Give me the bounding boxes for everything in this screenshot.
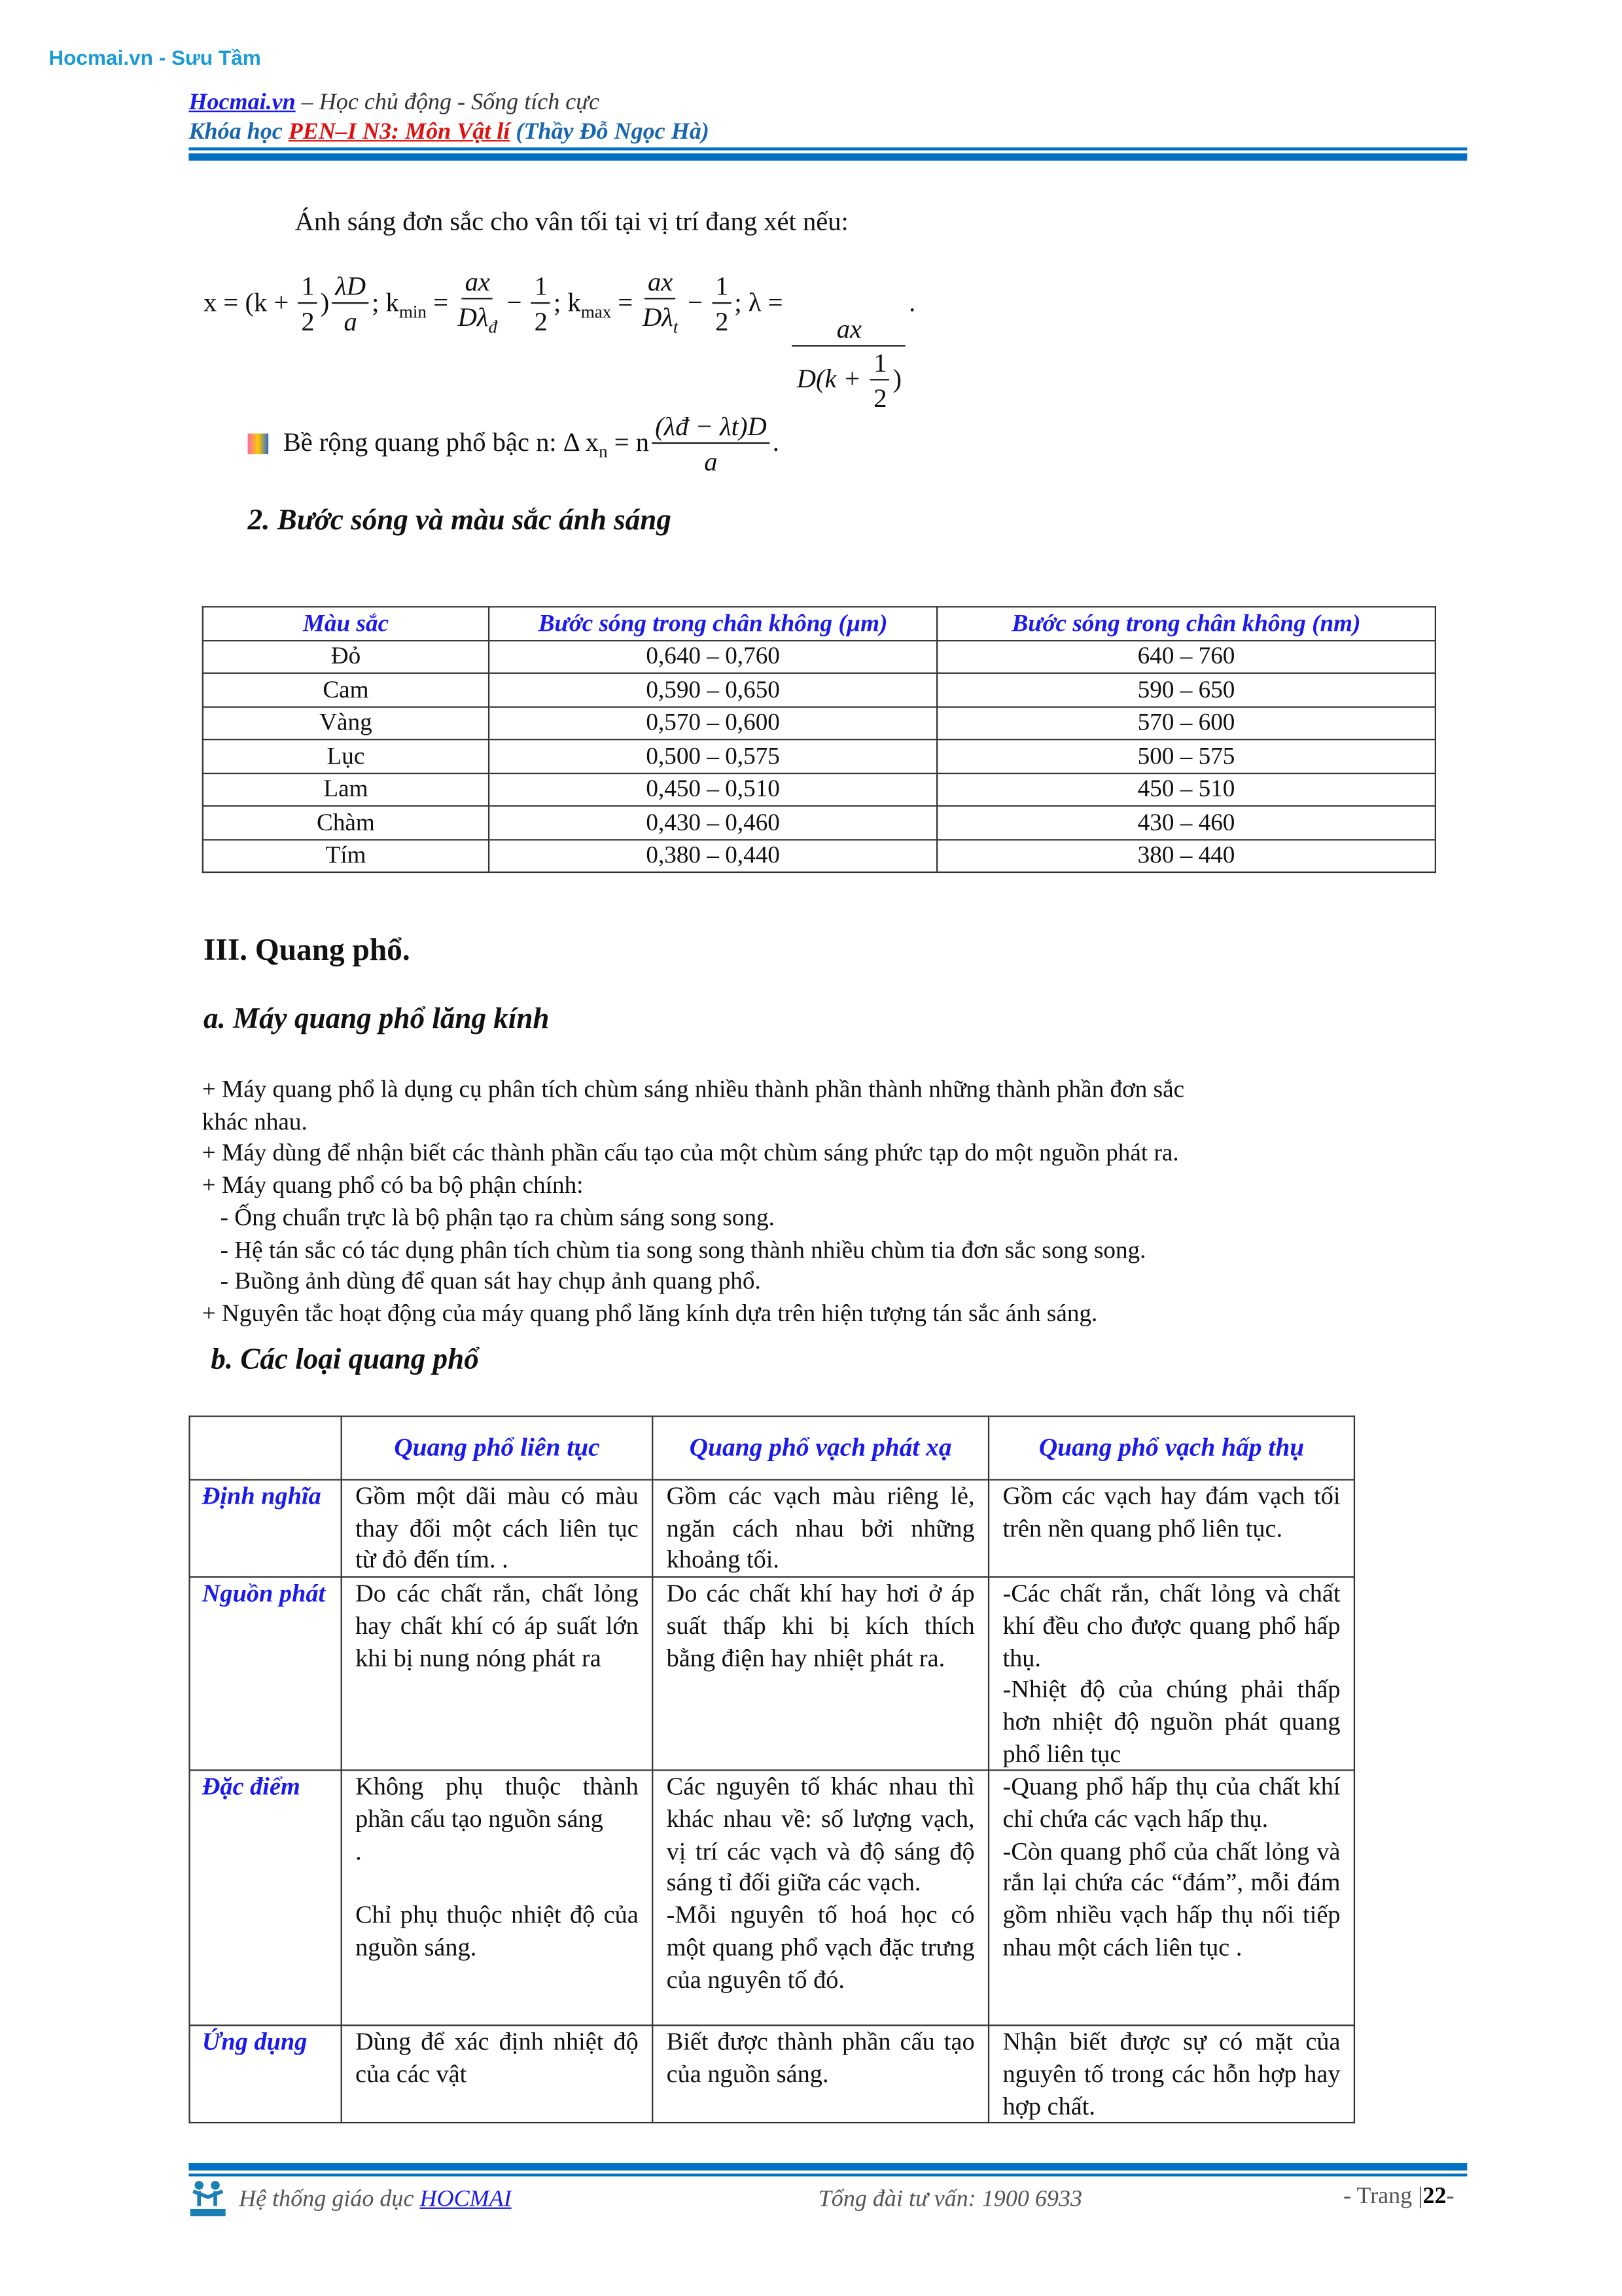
f-part: Dλ xyxy=(642,302,673,332)
f-part: . xyxy=(909,287,916,317)
table-cell: Đỏ xyxy=(203,640,489,673)
section-3-heading: III. Quang phổ. xyxy=(203,932,410,968)
f-part: t xyxy=(673,316,679,338)
fraction xyxy=(643,266,678,345)
f-part: 1 xyxy=(298,270,317,304)
f-part: a xyxy=(344,307,357,337)
section-2-heading: 2. Bước sóng và màu sắc ánh sáng xyxy=(247,504,671,537)
source-watermark: Hocmai.vn - Sưu Tầm xyxy=(48,45,261,69)
table-header-row xyxy=(203,607,1436,640)
table-cell: -Các chất rắn, chất lỏng và chất khí đều cho được quang phổ hấp thụ. -Nhiệt độ của chúng phải thấp hơn nhiệt độ nguồn phát quang phổ liên tục xyxy=(989,1577,1354,1771)
dark-fringe-formula: x = (k + $\frac{1}{2}$ ) $\frac{\lambda D}{a}$ ; $k_{min}$ = $\frac{ax}{D\lambda_đ}$ − $\frac{1}{2}$ ; $k_{max}$ = $\frac{ax}{D\lambda_t}$ − $\frac{1}{2}$ ; λ = ax D(k + $\frac{1}{2}$ ) . xyxy=(203,266,915,416)
column-header: Quang phổ liên tục xyxy=(342,1417,653,1480)
paragraph-line: - Hệ tán sắc có tác dụng phân tích chùm tia song song thành nhiều chùm tia đơn sắc song song. xyxy=(202,1235,1146,1263)
table-cell: Các nguyên tố khác nhau thì khác nhau về: số lượng vạch, vị trí các vạch và độ sáng độ sáng tỉ đối giữa các vạch. -Mỗi nguyên tố hoá học có một quang phổ vạch đặc trưng của nguyên tố đó. xyxy=(652,1771,989,2026)
hocmai-logo-icon xyxy=(190,2180,226,2218)
course-name: PEN–I N3: Môn Vật lí xyxy=(288,119,510,145)
column-header: Bước sóng trong chân không (nm) xyxy=(937,607,1436,640)
bullet-arrow-icon xyxy=(248,433,269,454)
f-part: ; λ = xyxy=(734,287,790,317)
teacher: (Thầy Đỗ Ngọc Hà) xyxy=(510,119,709,145)
header-line-1 xyxy=(188,90,599,116)
f-part xyxy=(458,299,497,344)
table-cell: Chàm xyxy=(203,806,489,839)
table-row xyxy=(203,706,1436,739)
column-header: Bước sóng trong chân không (µm) xyxy=(489,607,937,640)
column-header: Quang phổ vạch phát xạ xyxy=(652,1417,989,1480)
footer-divider-thick xyxy=(188,2163,1467,2170)
paragraph-line: + Nguyên tắc hoạt động của máy quang phổ lăng kính dựa trên hiện tượng tán sắc ánh sáng. xyxy=(202,1299,1098,1328)
f-part: min xyxy=(398,301,427,323)
footer-system xyxy=(239,2187,512,2214)
paragraph-line: + Máy quang phổ có ba bộ phận chính: xyxy=(202,1171,584,1199)
page-num: 22 xyxy=(1422,2183,1447,2209)
spectrum-types-table xyxy=(188,1415,1355,2124)
page-label: - Trang | xyxy=(1343,2183,1423,2209)
f-part: D(k + xyxy=(796,363,868,393)
subsection-b-heading: b. Các loại quang phổ xyxy=(211,1343,479,1376)
f-part: λD xyxy=(332,270,369,304)
f-part: 2 xyxy=(534,307,548,337)
f-part: ax xyxy=(792,313,906,347)
table-cell: 640 – 760 xyxy=(937,640,1436,673)
slogan: – Học chủ động - Sống tích cực xyxy=(295,90,599,115)
f-part: ; k xyxy=(553,287,581,317)
f-part: = xyxy=(611,287,640,317)
table-cell: 0,380 – 0,440 xyxy=(489,839,937,872)
f-part: ax xyxy=(644,266,675,300)
fraction xyxy=(531,270,550,340)
table-row xyxy=(190,1479,1354,1577)
table-row xyxy=(190,2026,1354,2123)
table-cell: 0,450 – 0,510 xyxy=(489,773,937,806)
f-part: = xyxy=(426,287,455,317)
table-cell: Biết được thành phần cấu tạo của nguồn sáng. xyxy=(652,2026,989,2123)
f-part: 2 xyxy=(715,307,729,337)
f-part: (λđ − λt)D xyxy=(652,410,770,444)
f-part: − xyxy=(500,287,529,317)
paragraph-line: - Ống chuẩn trực là bộ phận tạo ra chùm sáng song song. xyxy=(202,1203,775,1231)
footer-system-text: Hệ thống giáo dục xyxy=(239,2187,420,2212)
table-cell: Gồm một dãi màu có màu thay đổi một cách liên tục từ đỏ đến tím. . xyxy=(342,1479,653,1577)
row-header: Định nghĩa xyxy=(190,1479,342,1577)
fraction xyxy=(332,270,369,340)
site-link[interactable]: Hocmai.vn xyxy=(188,90,296,115)
row-header: Nguồn phát xyxy=(190,1577,342,1771)
header-divider-thick xyxy=(188,153,1467,160)
column-header xyxy=(190,1417,342,1480)
f-part: − xyxy=(680,287,710,317)
column-header: Màu sắc xyxy=(203,607,489,640)
row-header: Đặc điểm xyxy=(190,1771,342,2026)
table-row xyxy=(190,1771,1354,2026)
f-part: x = (k + xyxy=(203,287,296,317)
spectrum-width-formula xyxy=(248,410,779,480)
table-cell: 0,590 – 0,650 xyxy=(489,673,937,707)
table-cell: Lam xyxy=(203,773,489,806)
f-part: a xyxy=(704,446,718,476)
table-cell: -Quang phổ hấp thụ của chất khí chỉ chứa các vạch hấp thụ. -Còn quang phổ của chất lỏng và rắn lại chứa các “đám”, mỗi đám gồm nhiều vạch hấp thụ nối tiếp nhau một cách liên tục . xyxy=(989,1771,1354,2026)
f-part: 1 xyxy=(713,270,732,304)
table-cell: 590 – 650 xyxy=(937,673,1436,707)
fraction xyxy=(298,270,317,340)
table-cell: Do các chất khí hay hơi ở áp suất thấp khi bị kích thích bằng điện hay nhiệt phát ra. xyxy=(652,1577,989,1771)
f-part xyxy=(797,346,902,415)
f-part: 2 xyxy=(301,307,315,337)
table-cell: Cam xyxy=(203,673,489,707)
hocmai-link[interactable]: HOCMAI xyxy=(419,2187,512,2212)
table-cell: Lục xyxy=(203,739,489,773)
table-row xyxy=(203,773,1436,806)
table-cell: 450 – 510 xyxy=(937,773,1436,806)
f-part: . xyxy=(772,427,779,457)
table-cell: Dùng để xác định nhiệt độ của các vật xyxy=(342,2026,653,2123)
table-row xyxy=(203,739,1436,773)
table-cell: 0,570 – 0,600 xyxy=(489,706,937,739)
table-cell: 570 – 600 xyxy=(937,706,1436,739)
table-row xyxy=(203,640,1436,673)
f-part: 1 xyxy=(531,270,550,304)
spectrometer-description xyxy=(202,1074,1184,1330)
paragraph-line: + Máy dùng để nhận biết các thành phần cấu tạo của một chùm sáng phức tạp do một nguồn phát ra. xyxy=(202,1139,1179,1167)
table-row xyxy=(203,673,1436,707)
column-header: Quang phổ vạch hấp thụ xyxy=(989,1417,1354,1480)
f-part: 1 xyxy=(871,346,890,380)
fraction xyxy=(713,270,732,340)
table-cell: Gồm các vạch màu riêng lẻ, ngăn cách nhau bởi những khoảng tối. xyxy=(652,1479,989,1577)
table-row xyxy=(203,806,1436,839)
fraction xyxy=(871,346,890,415)
f-part xyxy=(643,299,678,344)
table-cell: Nhận biết được sự có mặt của nguyên tố trong các hỗn hợp hay hợp chất. xyxy=(989,2026,1354,2123)
fraction xyxy=(792,313,906,416)
f-part: đ xyxy=(488,316,497,338)
table-cell: Do các chất rắn, chất lỏng hay chất khí có áp suất lớn khi bị nung nóng phát ra xyxy=(342,1577,653,1771)
page-end: - xyxy=(1446,2183,1455,2209)
table-cell: Không phụ thuộc thành phần cấu tạo nguồn sáng . Chỉ phụ thuộc nhiệt độ của nguồn sáng. xyxy=(342,1771,653,2026)
course-prefix: Khóa học xyxy=(188,119,289,145)
table-cell: 380 – 440 xyxy=(937,839,1436,872)
f-part: ) xyxy=(892,363,902,393)
f-part: = n xyxy=(607,427,650,457)
footer-hotline: Tổng đài tư vấn: 1900 6933 xyxy=(818,2187,1083,2212)
f-part: Dλ xyxy=(457,302,489,332)
paragraph-line: - Buồng ảnh dùng để quan sát hay chụp ảnh quang phổ. xyxy=(202,1267,761,1296)
table-cell: 500 – 575 xyxy=(937,739,1436,773)
f-part: Bề rộng quang phổ bậc n: xyxy=(283,427,563,457)
table-cell: 0,430 – 0,460 xyxy=(489,806,937,839)
table-cell: 0,640 – 0,760 xyxy=(489,640,937,673)
f-part: max xyxy=(580,301,612,323)
row-header: Ứng dụng xyxy=(190,2026,342,2123)
page-number xyxy=(1343,2184,1455,2211)
table-cell: Tím xyxy=(203,839,489,872)
intro-text: Ánh sáng đơn sắc cho vân tối tại vị trí đang xét nếu: xyxy=(294,206,849,236)
table-cell: Vàng xyxy=(203,706,489,739)
header-divider xyxy=(188,147,1467,150)
table-cell: 0,500 – 0,575 xyxy=(489,739,937,773)
f-part: n xyxy=(599,441,608,462)
paragraph-line: khác nhau. xyxy=(202,1106,308,1135)
wavelength-color-table xyxy=(202,606,1436,873)
footer-divider xyxy=(188,2174,1467,2177)
header-line-2 xyxy=(188,120,709,147)
table-cell: Gồm các vạch hay đám vạch tối trên nền quang phổ liên tục. xyxy=(989,1479,1354,1577)
table-row xyxy=(203,839,1436,872)
table-header-row xyxy=(190,1417,1354,1480)
f-part: ax xyxy=(462,266,493,300)
paragraph-line: + Máy quang phổ là dụng cụ phân tích chùm sáng nhiều thành phần thành những thành phần đơn sắc xyxy=(202,1074,1185,1103)
f-part: Δ x xyxy=(563,427,599,457)
table-row xyxy=(190,1577,1354,1771)
table-cell: 430 – 460 xyxy=(937,806,1436,839)
f-part: 2 xyxy=(873,383,887,413)
fraction xyxy=(652,410,770,480)
subsection-a-heading: a. Máy quang phổ lăng kính xyxy=(203,1002,550,1036)
f-part: ; k xyxy=(372,287,399,317)
fraction xyxy=(458,266,497,345)
